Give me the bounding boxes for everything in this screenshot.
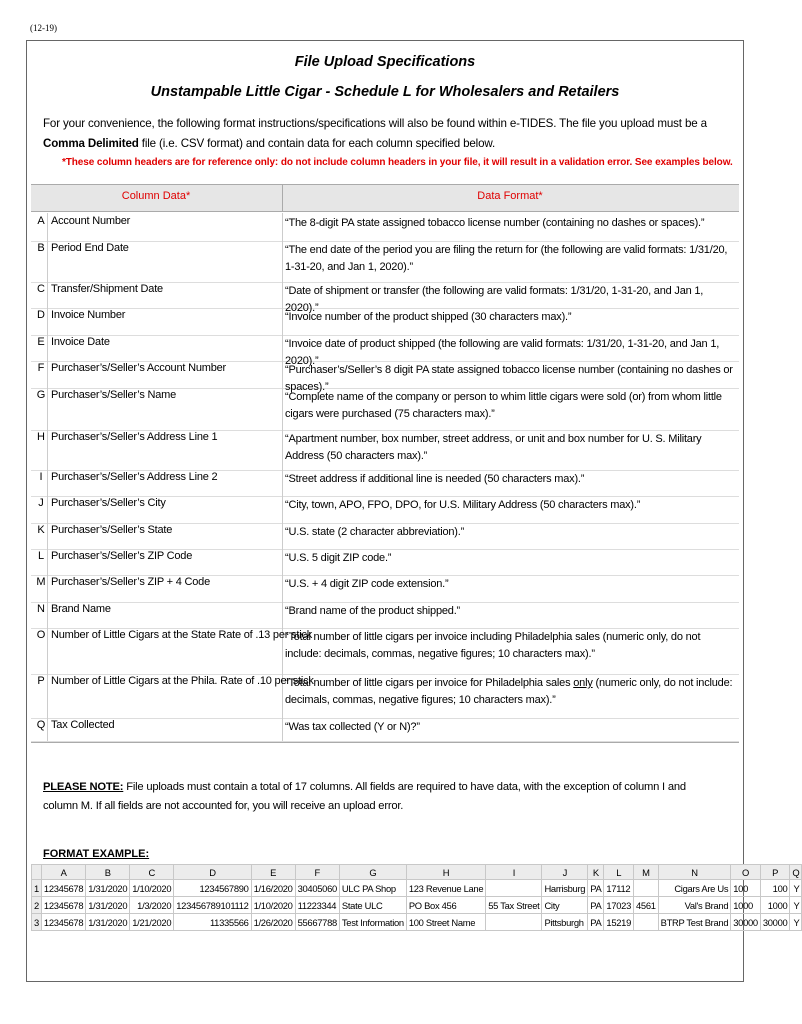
column-name: Invoice Number <box>51 309 126 321</box>
column-name: Purchaser’s/Seller’s City <box>51 497 166 509</box>
example-cell: Y <box>790 914 802 931</box>
example-cell <box>486 914 542 931</box>
example-cell: State ULC <box>339 897 406 914</box>
example-cell: Val's Brand <box>658 897 731 914</box>
example-row <box>32 914 802 931</box>
column-letter: J <box>38 497 44 509</box>
example-cell: 1/31/2020 <box>86 914 130 931</box>
example-cell: 123456789101112 <box>174 897 251 914</box>
column-name: Purchaser’s/Seller’s Name <box>51 389 177 401</box>
data-format: “Invoice date of product shipped (the following are valid formats: 1/31/20, 1-31-20, and Jan 1, 2020).” <box>285 338 720 367</box>
example-column-header: K <box>588 865 604 880</box>
spec-row-l <box>31 550 739 576</box>
example-cell: Y <box>790 880 802 897</box>
row-column-divider <box>282 429 283 471</box>
example-cell: 17112 <box>604 880 634 897</box>
row-column-divider <box>282 495 283 524</box>
spec-row-n <box>31 603 739 629</box>
row-column-divider <box>282 522 283 550</box>
row-column-divider <box>282 334 283 362</box>
spec-row-o <box>31 629 739 675</box>
column-letter: O <box>36 629 46 641</box>
example-cell: PA <box>588 897 604 914</box>
data-format: “The 8-digit PA state assigned tobacco license number (containing no dashes or spaces).” <box>285 217 705 229</box>
spec-row-i <box>31 471 739 497</box>
example-cell: 55 Tax Street <box>486 897 542 914</box>
example-column-header: M <box>634 865 659 880</box>
example-column-header: J <box>542 865 588 880</box>
data-format: “Total number of little cigars per invoice including Philadelphia sales (numeric only, do not include: decimals, commas, negative figures; 10 characters max).” <box>285 631 701 660</box>
column-letter: G <box>36 389 46 401</box>
column-name: Period End Date <box>51 242 129 254</box>
column-letter: F <box>37 362 45 374</box>
column-name: Purchaser’s/Seller’s ZIP + 4 Code <box>51 576 210 588</box>
column-letter: A <box>37 215 45 227</box>
page-subtitle: Unstampable Little Cigar - Schedule L for Wholesalers and Retailers <box>150 84 620 100</box>
example-column-header: O <box>731 865 761 880</box>
example-cell: BTRP Test Brand <box>658 914 731 931</box>
example-header-row <box>32 865 802 880</box>
example-cell: 1/26/2020 <box>251 914 295 931</box>
example-cell: 1000 <box>760 897 790 914</box>
example-cell <box>634 914 659 931</box>
column-letter: K <box>37 524 45 536</box>
data-format: “The end date of the period you are filing the return for (the following are valid formats: 1/31/20, 1-31-20, and Jan 1, 2020).” <box>285 244 728 273</box>
row-column-divider <box>282 281 283 309</box>
intro-paragraph <box>43 114 743 154</box>
data-format: “Date of shipment or transfer (the following are valid formats: 1/31/20, 1-31-20, and Jan 1, 2020).” <box>285 285 704 314</box>
example-cell: Cigars Are Us <box>658 880 731 897</box>
example-cell: 12345678 <box>41 914 85 931</box>
example-cell: ULC PA Shop <box>339 880 406 897</box>
row-column-divider <box>282 601 283 629</box>
intro-bold: Comma Delimited <box>43 137 139 150</box>
example-cell: 11223344 <box>295 897 339 914</box>
column-name: Purchaser’s/Seller’s ZIP Code <box>51 550 193 562</box>
example-cell: 100 Street Name <box>406 914 485 931</box>
spec-row-j <box>31 497 739 524</box>
spec-row-d <box>31 309 739 336</box>
data-format: “U.S. + 4 digit ZIP code extension.” <box>285 578 449 590</box>
data-format: “City, town, APO, FPO, DPO, for U.S. Military Address (50 characters max).” <box>285 499 641 511</box>
data-format: “Purchaser’s/Seller’s 8 digit PA state assigned tobacco license number (containing no dashes or spaces).” <box>285 364 733 393</box>
example-cell: 1234567890 <box>174 880 251 897</box>
column-name: Purchaser’s/Seller’s Address Line 2 <box>51 471 218 483</box>
please-note-text: File uploads must contain a total of 17 columns. All fields are required to have data, with the exception of column I and column M. If all fields are not accounted for, you will receive an upload error. <box>43 781 686 812</box>
example-cell: 4561 <box>634 897 659 914</box>
spec-row-c <box>31 283 739 314</box>
example-cell: 1/10/2020 <box>251 897 295 914</box>
data-format <box>285 675 735 709</box>
data-format-text-2: (numeric only, do not include: decimals, commas, negative figures; 10 characters max).” <box>285 677 733 706</box>
example-row <box>32 897 802 914</box>
column-data-header: Column Data* <box>121 190 191 202</box>
example-cell: 100 <box>731 880 761 897</box>
data-format-text-1: “Total number of little cigars per invoice for Philadelphia sales <box>285 677 574 689</box>
example-cell: PA <box>588 880 604 897</box>
row-column-divider <box>282 387 283 431</box>
example-cell: PO Box 456 <box>406 897 485 914</box>
example-cell: PA <box>588 914 604 931</box>
example-cell: 12345678 <box>41 880 85 897</box>
row-column-divider <box>282 307 283 336</box>
spec-row-e <box>31 336 739 367</box>
spec-row-f <box>31 362 739 393</box>
example-cell: 1/31/2020 <box>86 897 130 914</box>
format-example-table <box>31 864 802 931</box>
data-format: “Complete name of the company or person to whim little cigars were sold (or) from whom little cigars were purchased (75 characters max).” <box>285 391 722 420</box>
form-code: (12-19) <box>30 23 57 33</box>
example-cell: Test Information <box>339 914 406 931</box>
row-column-divider <box>282 548 283 576</box>
column-name: Invoice Date <box>51 336 110 348</box>
example-cell: City <box>542 897 588 914</box>
row-column-divider <box>282 213 283 242</box>
column-letter: D <box>37 309 45 321</box>
data-format: “U.S. state (2 character abbreviation).” <box>285 526 465 538</box>
column-letter: B <box>37 242 45 254</box>
example-column-header: D <box>174 865 251 880</box>
data-format: “Invoice number of the product shipped (30 characters max).” <box>285 311 572 323</box>
please-note <box>43 778 723 816</box>
example-column-header: H <box>406 865 485 880</box>
example-column-header: I <box>486 865 542 880</box>
row-column-divider <box>282 240 283 283</box>
example-cell: 55667788 <box>295 914 339 931</box>
data-format-header: Data Format* <box>477 190 543 202</box>
example-column-header: P <box>760 865 790 880</box>
example-cell: 1/21/2020 <box>130 914 174 931</box>
intro-text-1: For your convenience, the following format instructions/specifications will also be found within e-TIDES. The file you upload must be a <box>43 117 707 130</box>
example-corner-cell <box>32 865 42 880</box>
example-cell: 30000 <box>731 914 761 931</box>
spec-row-h <box>31 431 739 471</box>
intro-text-2: file (i.e. CSV format) and contain data for each column specified below. <box>138 137 496 150</box>
spec-row-m <box>31 576 739 603</box>
column-letter: M <box>36 576 46 588</box>
column-name: Purchaser’s/Seller’s Address Line 1 <box>51 431 218 443</box>
example-cell: 30000 <box>760 914 790 931</box>
spec-row-b <box>31 242 739 283</box>
example-column-header: L <box>604 865 634 880</box>
spec-table-header <box>31 184 739 212</box>
spec-row-g <box>31 389 739 431</box>
column-letter: N <box>37 603 45 615</box>
column-letter: H <box>37 431 45 443</box>
example-column-header: E <box>251 865 295 880</box>
spec-row-p <box>31 675 739 719</box>
example-cell: 30405060 <box>295 880 339 897</box>
page-title: File Upload Specifications <box>294 54 476 70</box>
example-row-number: 1 <box>32 880 42 897</box>
data-format: “Was tax collected (Y or N)?” <box>285 721 420 733</box>
row-column-divider <box>282 574 283 603</box>
data-format: “U.S. 5 digit ZIP code.” <box>285 552 392 564</box>
column-name: Tax Collected <box>51 719 115 731</box>
example-cell: 1/3/2020 <box>130 897 174 914</box>
column-letter: L <box>37 550 45 562</box>
example-row <box>32 880 802 897</box>
spec-row-k <box>31 524 739 550</box>
example-cell <box>634 880 659 897</box>
spec-row-a <box>31 215 739 242</box>
data-format: “Brand name of the product shipped.” <box>285 605 461 617</box>
column-letter: E <box>37 336 45 348</box>
please-note-label: PLEASE NOTE: <box>43 781 124 793</box>
column-letter: Q <box>36 719 46 731</box>
example-column-header: A <box>41 865 85 880</box>
column-letter: C <box>37 283 45 295</box>
example-cell: 123 Revenue Lane <box>406 880 485 897</box>
example-row-number: 3 <box>32 914 42 931</box>
example-column-header: N <box>658 865 731 880</box>
example-column-header: G <box>339 865 406 880</box>
example-cell: Pittsburgh <box>542 914 588 931</box>
row-column-divider <box>282 717 283 742</box>
data-format: “Street address if additional line is needed (50 characters max).” <box>285 473 585 485</box>
example-cell: 11335566 <box>174 914 251 931</box>
example-column-header: Q <box>790 865 802 880</box>
row-column-divider <box>282 469 283 497</box>
column-name: Number of Little Cigars at the Phila. Rate of .10 per stick <box>51 675 314 687</box>
example-cell: 1/31/2020 <box>86 880 130 897</box>
column-name: Purchaser’s/Seller’s Account Number <box>51 362 226 374</box>
data-format: “Apartment number, box number, street address, or unit and box number for U. S. Military Address (50 characters max).” <box>285 433 702 462</box>
example-cell: 17023 <box>604 897 634 914</box>
example-cell <box>486 880 542 897</box>
example-cell: 1/10/2020 <box>130 880 174 897</box>
row-column-divider <box>282 360 283 389</box>
column-name: Transfer/Shipment Date <box>51 283 163 295</box>
spec-table-bottom-border <box>31 742 739 743</box>
example-cell: 12345678 <box>41 897 85 914</box>
example-column-header: C <box>130 865 174 880</box>
example-cell: Y <box>790 897 802 914</box>
example-column-header: F <box>295 865 339 880</box>
data-format-underlined: only <box>573 677 593 689</box>
example-column-header: B <box>86 865 130 880</box>
example-cell: 100 <box>760 880 790 897</box>
column-header-warning: *These column headers are for reference only: do not include column headers in your file, it will result in a validation error. See examples below. <box>62 157 733 168</box>
example-cell: 15219 <box>604 914 634 931</box>
format-example-label: FORMAT EXAMPLE: <box>43 848 150 860</box>
example-row-number: 2 <box>32 897 42 914</box>
column-name: Number of Little Cigars at the State Rate of .13 per stick <box>51 629 313 641</box>
example-cell: 1000 <box>731 897 761 914</box>
column-letter: P <box>37 675 45 687</box>
example-cell: 1/16/2020 <box>251 880 295 897</box>
column-name: Account Number <box>51 215 131 227</box>
example-cell: Harrisburg <box>542 880 588 897</box>
column-letter: I <box>39 471 43 483</box>
spec-row-q <box>31 719 739 742</box>
column-name: Brand Name <box>51 603 111 615</box>
column-name: Purchaser’s/Seller’s State <box>51 524 173 536</box>
